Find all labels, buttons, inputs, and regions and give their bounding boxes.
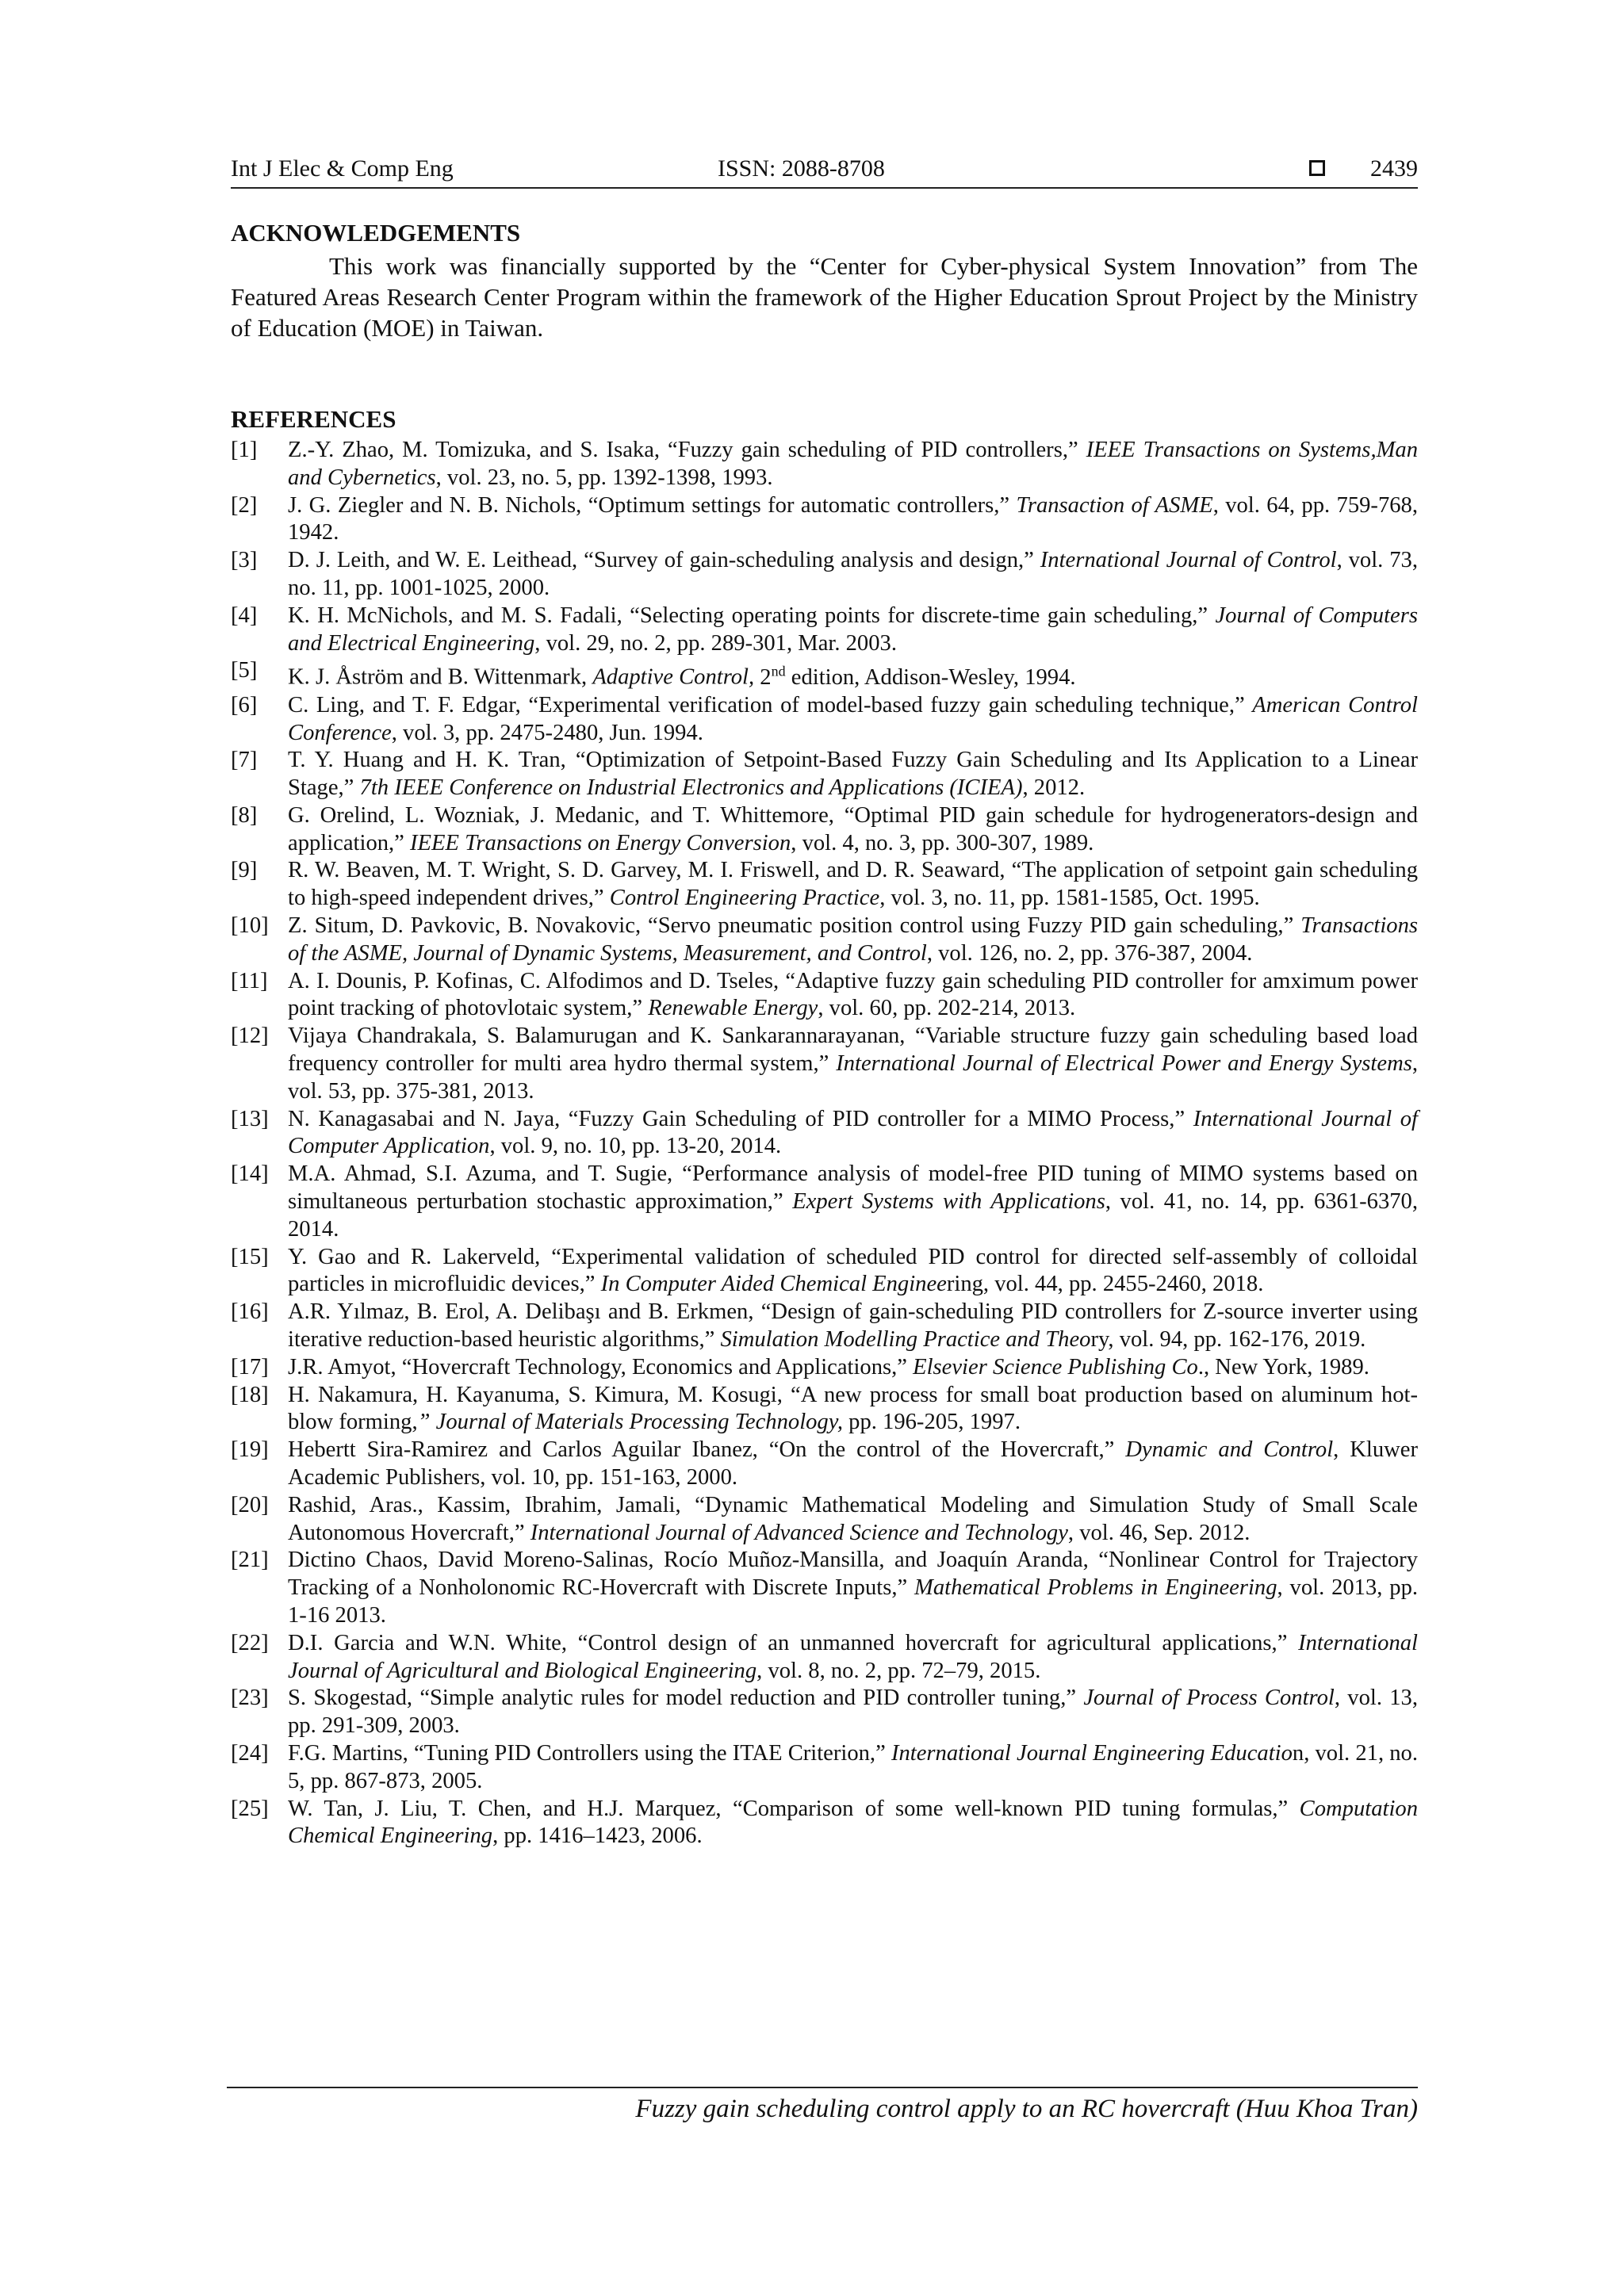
reference-source: International Journal of Electrical Power and Energy Systems	[836, 1051, 1412, 1077]
reference-details: , vol. 8, no. 2, pp. 72–79, 2015.	[756, 1658, 1041, 1683]
reference-source: International Journal of Computer Application	[288, 1106, 1418, 1159]
reference-item	[231, 913, 1418, 968]
reference-item	[231, 1685, 1418, 1740]
reference-details: , vol. 2013, pp. 1-16 2013.	[288, 1575, 1419, 1628]
reference-source: International Journal of Control	[1040, 548, 1337, 573]
page-number: 2439	[1370, 155, 1418, 182]
reference-item	[231, 692, 1418, 748]
reference-details: n, vol. 21, no. 5, pp. 867-873, 2005.	[288, 1740, 1419, 1793]
reference-text: F.G. Martins, “Tuning PID Controllers using the ITAE Criterion,”	[288, 1740, 891, 1766]
reference-text: C. Ling, and T. F. Edgar, “Experimental verification of model-based fuzzy gain scheduling technique,”	[288, 692, 1253, 718]
reference-number: [16]	[231, 1299, 269, 1325]
reference-details: ring, vol. 44, pp. 2455-2460, 2018.	[946, 1272, 1264, 1297]
reference-source: Dynamic and Control	[1125, 1437, 1334, 1463]
references-heading: REFERENCES	[231, 405, 396, 433]
reference-source: International Journal Engineering Educatio	[891, 1740, 1293, 1766]
reference-item	[231, 603, 1418, 658]
reference-text: M.A. Ahmad, S.I. Azuma, and T. Sugie, “Performance analysis of model-free PID tuning of MIMO systems based on simultaneous perturbation stochastic approximation,”	[288, 1161, 1418, 1215]
reference-source: Adaptive Control,	[592, 664, 755, 690]
reference-source: Control Engineering Practice	[609, 886, 880, 911]
reference-text: Z. Situm, D. Pavkovic, B. Novakovic, “Servo pneumatic position control using Fuzzy PID gain scheduling,”	[288, 913, 1301, 939]
reference-number: [11]	[231, 968, 268, 993]
reference-details: , vol. 13, pp. 291-309, 2003.	[288, 1686, 1419, 1739]
reference-source: IEEE Transactions on Energy Conversion	[410, 830, 791, 855]
reference-item	[231, 1244, 1418, 1299]
reference-item	[231, 1106, 1418, 1161]
reference-details: , vol. 60, pp. 202-214, 2013.	[818, 996, 1076, 1021]
page-header	[231, 155, 1418, 189]
reference-details: , vol. 41, no. 14, pp. 6361-6370, 2014.	[288, 1189, 1418, 1242]
reference-item	[231, 1492, 1418, 1548]
reference-number: [24]	[231, 1740, 269, 1766]
reference-source: International Journal of Agricultural and Biological Engineering	[288, 1630, 1418, 1683]
reference-number: [25]	[231, 1796, 269, 1821]
reference-item	[231, 1437, 1418, 1492]
reference-item	[231, 857, 1418, 913]
reference-source: ” Journal of Materials Processing Technology,	[417, 1410, 843, 1435]
reference-details: , 2012.	[1022, 775, 1086, 801]
reference-item	[231, 1161, 1418, 1243]
reference-details: , vol. 29, no. 2, pp. 289-301, Mar. 2003.	[534, 630, 897, 656]
running-footer: Fuzzy gain scheduling control apply to an RC hovercraft (Huu Khoa Tran)	[635, 2095, 1418, 2123]
reference-text: S. Skogestad, “Simple analytic rules for model reduction and PID controller tuning,”	[288, 1686, 1084, 1711]
reference-item	[231, 968, 1418, 1024]
reference-source: 7th IEEE Conference on Industrial Electronics and Applications (ICIEA)	[359, 775, 1023, 801]
reference-details: , vol. 126, no. 2, pp. 376-387, 2004.	[926, 940, 1253, 966]
reference-item	[231, 547, 1418, 603]
reference-item	[231, 1023, 1418, 1105]
reference-item	[231, 802, 1418, 858]
reference-source: In Computer Aided Chemical Enginee	[600, 1272, 947, 1297]
reference-text: W. Tan, J. Liu, T. Chen, and H.J. Marquez, “Comparison of some well-known PID tuning formulas,”	[288, 1796, 1300, 1821]
reference-details: , vol. 3, no. 11, pp. 1581-1585, Oct. 1995.	[879, 886, 1260, 911]
reference-details: , vol. 23, no. 5, pp. 1392-1398, 1993.	[435, 465, 773, 490]
reference-number: [17]	[231, 1354, 269, 1380]
reference-number: [4]	[231, 603, 258, 628]
reference-item	[231, 1299, 1418, 1354]
reference-number: [12]	[231, 1024, 269, 1049]
reference-source: American Control Conference	[288, 692, 1418, 745]
reference-text: Vijaya Chandrakala, S. Balamurugan and K. Sankarannarayanan, “Variable structure fuzzy gain scheduling based load frequency controller for multi area hydro thermal system,”	[288, 1024, 1418, 1077]
reference-number: [20]	[231, 1492, 269, 1517]
reference-item	[231, 747, 1418, 802]
journal-name: Int J Elec & Comp Eng	[231, 155, 454, 182]
reference-text: N. Kanagasabai and N. Jaya, “Fuzzy Gain Scheduling of PID controller for a MIMO Process,”	[288, 1106, 1193, 1131]
reference-item	[231, 437, 1418, 492]
reference-item	[231, 1740, 1418, 1796]
reference-source: IEEE Transactions on Systems,Man and Cybernetics	[288, 438, 1418, 490]
reference-number: [6]	[231, 692, 258, 718]
reference-text: Z.-Y. Zhao, M. Tomizuka, and S. Isaka, “Fuzzy gain scheduling of PID controllers,”	[288, 438, 1086, 462]
issn: ISSN: 2088-8708	[718, 155, 885, 182]
reference-details: ., New York, 1989.	[1197, 1354, 1369, 1380]
reference-source: Renewable Energy	[648, 996, 818, 1021]
acknowledgements-text: This work was financially supported by the “Center for Cyber-physical System Innovation” from The Featured Areas Research Center Program within the framework of the Higher Education Sprout Project by the Ministry of Education (MOE) in Taiwan.	[231, 252, 1418, 342]
reference-text: K. H. McNichols, and M. S. Fadali, “Selecting operating points for discrete-time gain scheduling,”	[288, 603, 1216, 628]
reference-text: A. I. Dounis, P. Kofinas, C. Alfodimos and D. Tseles, “Adaptive fuzzy gain scheduling PID controller for amximum power point tracking of photovlotaic system,”	[288, 968, 1418, 1021]
reference-source: Journal of Computers and Electrical Engineering	[288, 603, 1418, 656]
reference-details: pp. 196-205, 1997.	[843, 1410, 1021, 1435]
reference-number: [14]	[231, 1161, 269, 1187]
reference-text: D.I. Garcia and W.N. White, “Control design of an unmanned hovercraft for agricultural applications,”	[288, 1630, 1299, 1655]
reference-text: Hebertt Sira-Ramirez and Carlos Aguilar Ibanez, “On the control of the Hovercraft,”	[288, 1437, 1126, 1463]
reference-source: Elsevier Science Publishing Co	[913, 1354, 1198, 1380]
reference-text: A.R. Yılmaz, B. Erol, A. Delibaşı and B. Erkmen, “Design of gain-scheduling PID controllers for Z-source inverter using iterative reduction-based heuristic algorithms,”	[288, 1299, 1418, 1353]
reference-number: [22]	[231, 1630, 269, 1655]
reference-number: [23]	[231, 1686, 269, 1711]
reference-text: T. Y. Huang and H. K. Tran, “Optimization of Setpoint-Based Fuzzy Gain Scheduling and Its Application to a Linear Stage,”	[288, 748, 1418, 801]
reference-text: K. J. Åström and B. Wittenmark,	[288, 664, 593, 690]
reference-number: [7]	[231, 748, 258, 773]
reference-number: [9]	[231, 858, 258, 883]
square-outline-icon	[1309, 160, 1325, 176]
reference-details: ry, vol. 94, pp. 162-176, 2019.	[1090, 1327, 1366, 1353]
reference-text: Dictino Chaos, David Moreno-Salinas, Rocío Muñoz-Mansilla, and Joaquín Aranda, “Nonlinear Control for Trajectory Tracking of a Nonholonomic RC-Hovercraft with Discrete Inputs,”	[288, 1548, 1418, 1601]
reference-item	[231, 492, 1418, 548]
reference-item	[231, 1796, 1418, 1851]
reference-details: , Kluwer Academic Publishers, vol. 10, pp. 151-163, 2000.	[288, 1437, 1418, 1490]
reference-item	[231, 657, 1418, 691]
reference-details: , vol. 64, pp. 759-768, 1942.	[288, 492, 1418, 545]
reference-item	[231, 1547, 1418, 1629]
reference-details: , vol. 73, no. 11, pp. 1001-1025, 2000.	[288, 548, 1418, 600]
reference-number: [3]	[231, 548, 258, 573]
reference-number: [10]	[231, 913, 269, 939]
reference-text: D. J. Leith, and W. E. Leithead, “Survey of gain-scheduling analysis and design,”	[288, 548, 1040, 573]
reference-item	[231, 1354, 1418, 1382]
reference-text: R. W. Beaven, M. T. Wright, S. D. Garvey, M. I. Friswell, and D. R. Seaward, “The application of setpoint gain scheduling to high-speed independent drives,”	[288, 858, 1418, 911]
reference-text: G. Orelind, L. Wozniak, J. Medanic, and T. Whittemore, “Optimal PID gain schedule for hydrogenerators-design and application,”	[288, 802, 1418, 855]
reference-details: , vol. 3, pp. 2475-2480, Jun. 1994.	[391, 720, 703, 745]
footer-rule	[227, 2087, 1418, 2088]
reference-item	[231, 1630, 1418, 1686]
reference-item	[231, 1382, 1418, 1437]
reference-details: , vol. 53, pp. 375-381, 2013.	[288, 1051, 1419, 1104]
reference-source: Transaction of ASME	[1016, 492, 1213, 518]
reference-number: [1]	[231, 438, 258, 462]
reference-details: , vol. 4, no. 3, pp. 300-307, 1989.	[791, 830, 1094, 855]
reference-source: Transactions of the ASME, Journal of Dynamic Systems, Measurement, and Control	[288, 913, 1418, 966]
reference-source: International Journal of Advanced Science and Technology	[530, 1520, 1068, 1545]
reference-text: J. G. Ziegler and N. B. Nichols, “Optimum settings for automatic controllers,”	[288, 492, 1017, 518]
acknowledgements-heading: ACKNOWLEDGEMENTS	[231, 219, 521, 247]
reference-number: [18]	[231, 1382, 269, 1407]
reference-details: 2nd edition, Addison-Wesley, 1994.	[754, 663, 1076, 690]
references-list	[231, 437, 1418, 1850]
reference-text: H. Nakamura, H. Kayanuma, S. Kimura, M. Kosugi, “A new process for small boat production based on aluminum hot-blow forming,	[288, 1382, 1418, 1435]
reference-number: [19]	[231, 1437, 269, 1463]
reference-text: Y. Gao and R. Lakerveld, “Experimental validation of scheduled PID control for directed self-assembly of colloidal particles in microfluidic devices,”	[288, 1244, 1418, 1297]
reference-text: Rashid, Aras., Kassim, Ibrahim, Jamali, “Dynamic Mathematical Modeling and Simulation Study of Small Scale Autonomous Hovercraft,”	[288, 1492, 1418, 1545]
reference-number: [21]	[231, 1548, 269, 1573]
reference-number: [13]	[231, 1106, 269, 1131]
reference-number: [8]	[231, 802, 258, 828]
reference-number: [5]	[231, 658, 258, 683]
reference-details: , pp. 1416–1423, 2006.	[492, 1823, 703, 1849]
reference-details: , vol. 9, no. 10, pp. 13-20, 2014.	[489, 1134, 782, 1159]
reference-number: [2]	[231, 492, 258, 518]
reference-text: J.R. Amyot, “Hovercraft Technology, Economics and Applications,”	[288, 1354, 914, 1380]
reference-source: Mathematical Problems in Engineering	[914, 1575, 1277, 1601]
reference-source: Expert Systems with Applications	[792, 1189, 1105, 1215]
reference-details: , vol. 46, Sep. 2012.	[1067, 1520, 1251, 1545]
reference-number: [15]	[231, 1244, 269, 1269]
reference-source: Computation Chemical Engineering	[288, 1796, 1418, 1849]
reference-source: Simulation Modelling Practice and Theo	[720, 1327, 1091, 1353]
reference-source: Journal of Process Control	[1083, 1686, 1335, 1711]
